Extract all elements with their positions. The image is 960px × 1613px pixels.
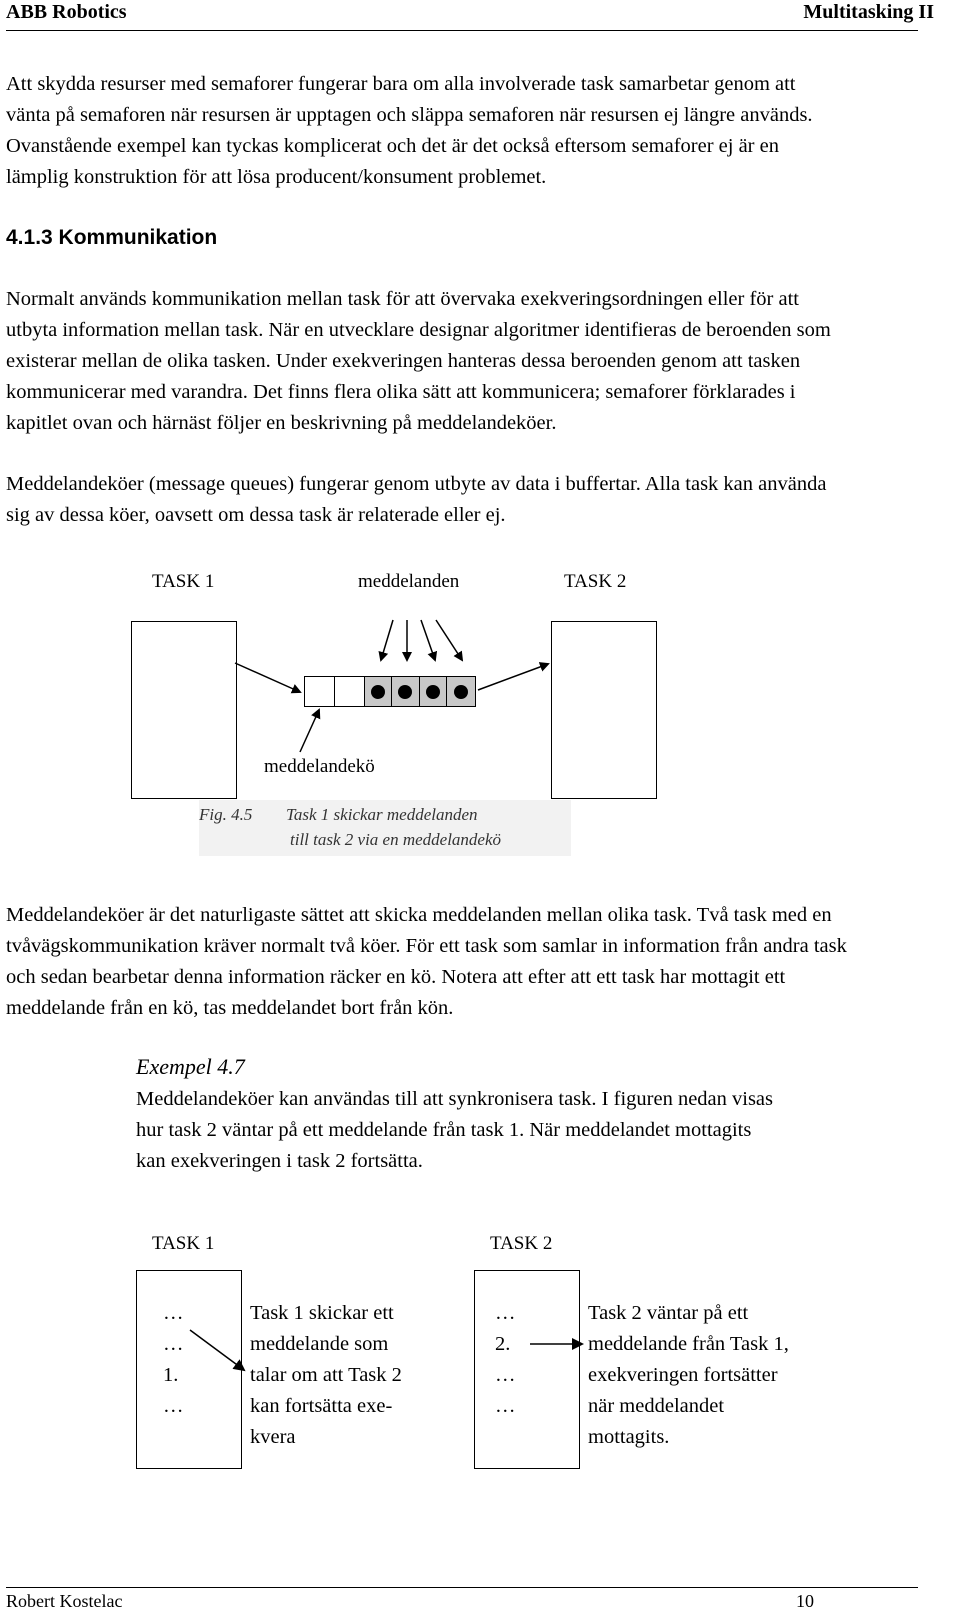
task1-code-line: …	[163, 1395, 184, 1417]
text-line: Ovanstående exempel kan tyckas komplicerat och det är det också eftersom semaforer ej är en	[6, 135, 779, 157]
fig2-task2-label: TASK 2	[490, 1233, 553, 1254]
fig2-arrows	[0, 1250, 960, 1500]
section-heading: 4.1.3 Kommunikation	[6, 226, 218, 249]
arrow-queue-to-task2	[478, 664, 548, 690]
header-company: ABB Robotics	[6, 1, 127, 23]
task2-code-line: …	[495, 1302, 516, 1324]
fig1-caption-line: Task 1 skickar meddelanden	[286, 805, 478, 824]
task2-note-line: exekveringen fortsätter	[588, 1364, 778, 1386]
fig2-task1-label: TASK 1	[152, 1233, 215, 1254]
arrow-task1-pointer	[190, 1330, 244, 1370]
header-chapter: Multitasking II	[803, 1, 934, 23]
example-text-line: hur task 2 väntar på ett meddelande från task 1. När meddelandet mottagits	[136, 1119, 752, 1141]
example-text-line: Meddelandeköer kan användas till att synkronisera task. I figuren nedan visas	[136, 1088, 774, 1110]
arrow-message-in	[381, 620, 393, 660]
arrow-message-in	[436, 620, 462, 660]
text-line: tvåvägskommunikation kräver normalt två köer. För ett task som samlar in information från andra task	[6, 935, 847, 957]
task2-note-line: meddelande från Task 1,	[588, 1333, 789, 1355]
text-line: Att skydda resurser med semaforer fungerar bara om alla involverade task samarbetar genom att	[6, 73, 796, 95]
task1-note-line: kan fortsätta exe-	[250, 1395, 393, 1417]
fig1-caption-line: till task 2 via en meddelandekö	[290, 830, 502, 849]
example-title: Exempel 4.7	[136, 1054, 245, 1079]
task1-note-line: talar om att Task 2	[250, 1364, 402, 1386]
text-line: kapitlet ovan och härnäst följer en beskrivning på meddelandeköer.	[6, 412, 557, 434]
fig1-caption-number: Fig. 4.5	[199, 805, 253, 824]
page-number: 10	[796, 1591, 814, 1611]
example-text-line: kan exekveringen i task 2 fortsätta.	[136, 1150, 423, 1172]
task1-note-line: meddelande som	[250, 1333, 389, 1355]
fig1-task1-label: TASK 1	[152, 571, 215, 592]
arrow-queue-pointer	[300, 710, 319, 752]
task1-note-line: kvera	[250, 1426, 296, 1448]
queue-usage-paragraph	[6, 900, 936, 1024]
task1-code-line: 1.	[163, 1364, 179, 1386]
text-line: lämplig konstruktion för att lösa producent/konsument problemet.	[6, 166, 547, 188]
text-line: existerar mellan de olika tasken. Under exekveringen hanteras dessa beroenden genom att tasken	[6, 350, 801, 372]
task1-code-line: …	[163, 1333, 184, 1355]
task2-code-line: …	[495, 1395, 516, 1417]
task1-note-line: Task 1 skickar ett	[250, 1302, 394, 1324]
task2-note-line: när meddelandet	[588, 1395, 725, 1417]
text-line: sig av dessa köer, oavsett om dessa task är relaterade eller ej.	[6, 504, 506, 526]
footer-author: Robert Kostelac	[6, 1591, 123, 1611]
fig1-caption-box	[199, 800, 571, 856]
task2-note-line: Task 2 väntar på ett	[588, 1302, 749, 1324]
fig1-messages-label: meddelanden	[358, 571, 460, 592]
text-line: utbyta information mellan task. När en utvecklare designar algoritmer identifieras de beroenden som	[6, 319, 831, 341]
footer-rule	[6, 1587, 918, 1588]
text-line: Meddelandeköer är det naturligaste sättet att skicka meddelanden mellan olika task. Två task med en	[6, 904, 832, 926]
text-line: meddelande från en kö, tas meddelandet bort från kön.	[6, 997, 454, 1019]
fig1-task2-label: TASK 2	[564, 571, 627, 592]
arrow-task1-to-queue	[235, 663, 300, 692]
text-line: och sedan bearbetar denna information räcker en kö. Notera att efter att ett task har mottagit ett	[6, 966, 786, 988]
text-line: Normalt används kommunikation mellan task för att övervaka exekveringsordningen eller för att	[6, 288, 799, 310]
task1-code-line: …	[163, 1302, 184, 1324]
task2-code-line: …	[495, 1364, 516, 1386]
task2-note-line: mottagits.	[588, 1426, 670, 1448]
text-line: kommunicerar med varandra. Det finns flera olika sätt att kommunicera; semaforer förklarades i	[6, 381, 796, 403]
text-line: vänta på semaforen när resursen är upptagen och släppa semaforen när resursen ej längre används.	[6, 104, 813, 126]
arrow-message-in	[421, 620, 435, 660]
fig1-arrows	[0, 0, 960, 800]
fig1-queue-label: meddelandekö	[264, 756, 375, 777]
text-line: Meddelandeköer (message queues) fungerar genom utbyte av data i buffertar. Alla task kan använda	[6, 473, 827, 495]
task2-code-line: 2.	[495, 1333, 511, 1355]
